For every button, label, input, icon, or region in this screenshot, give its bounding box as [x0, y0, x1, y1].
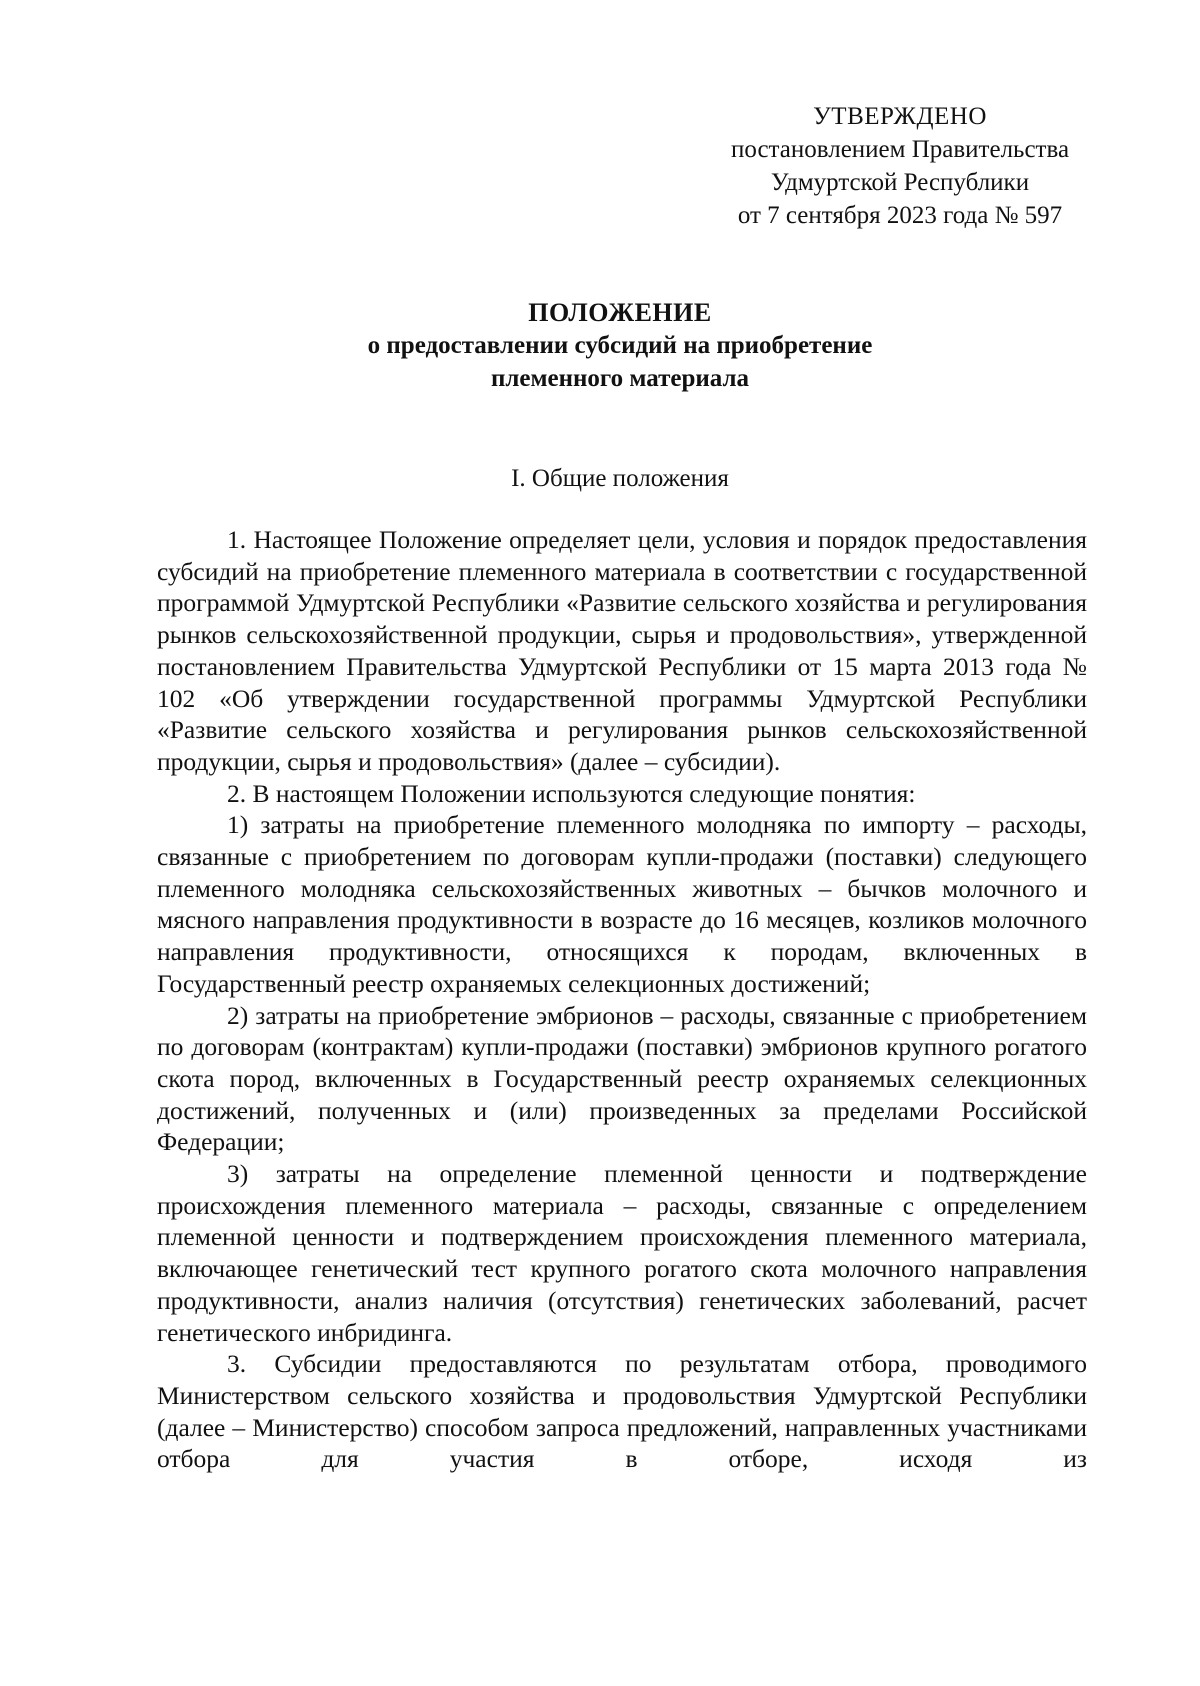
- approval-line-1: постановлением Правительства: [730, 136, 1070, 163]
- paragraph-2-item-1: 1) затраты на приобретение племенного молодняка по импорту – расходы, связанные с приобретением по договорам купли-продажи (поставки) следующего племенного молодняка сельскохозяйственных животных – бычков молочного и мясного направления продуктивности в возрасте до 16 месяцев, козликов молочного направления продуктивности, относящихся к породам, включенных в Государственный реестр охраняемых селекционных достижений;: [157, 810, 1087, 998]
- paragraph-3: 3. Субсидии предоставляются по результатам отбора, проводимого Министерством сельского хозяйства и продовольствия Удмуртской Республики (далее – Министерство) способом запроса предложений, направленных участниками отбора для участия в отборе, исходя из: [157, 1349, 1087, 1474]
- approval-line-2: Удмуртской Республики: [770, 169, 1030, 196]
- document-title-block: [150, 296, 1090, 395]
- document-subtitle-line-2: племенного материала: [490, 365, 750, 392]
- paragraph-1: 1. Настоящее Положение определяет цели, условия и порядок предоставления субсидий на приобретение племенного материала в соответствии с государственной программой Удмуртской Республики «Развитие сельского хозяйства и регулирования рынков сельскохозяйственной продукции, сырья и продовольствия», утвержденной постановлением Правительства Удмуртской Республики от 15 марта 2013 года № 102 «Об утверждении государственной программы Удмуртской Республики «Развитие сельского хозяйства и регулирования рынков сельскохозяйственной продукции, сырья и продовольствия» (далее – субсидии).: [157, 525, 1087, 776]
- section-heading: I. Общие положения: [511, 465, 729, 492]
- document-title: ПОЛОЖЕНИЕ: [528, 298, 712, 327]
- document-body: [157, 524, 1087, 1475]
- approval-line-3: от 7 сентября 2023 года № 597: [737, 202, 1063, 229]
- paragraph-2-item-2: 2) затраты на приобретение эмбрионов – расходы, связанные с приобретением по договорам (контрактам) купли-продажи (поставки) эмбрионов крупного рогатого скота пород, включенных в Государственный реестр охраняемых селекционных достижений, полученных и (или) произведенных за пределами Российской Федерации;: [157, 1000, 1087, 1157]
- paragraph-2-item-3: 3) затраты на определение племенной ценности и подтверждение происхождения племенного материала – расходы, связанные с определением племенной ценности и подтверждением происхождения племенного материала, включающее генетический тест крупного рогатого скота молочного направления продуктивности, анализ наличия (отсутствия) генетических заболеваний, расчет генетического инбридинга.: [157, 1159, 1087, 1347]
- approval-stamp: [700, 100, 1100, 232]
- paragraph-2: 2. В настоящем Положении используются следующие понятия:: [227, 778, 916, 808]
- document-subtitle-line-1: о предоставлении субсидий на приобретение: [367, 332, 873, 359]
- approval-title: УТВЕРЖДЕНО: [813, 103, 987, 130]
